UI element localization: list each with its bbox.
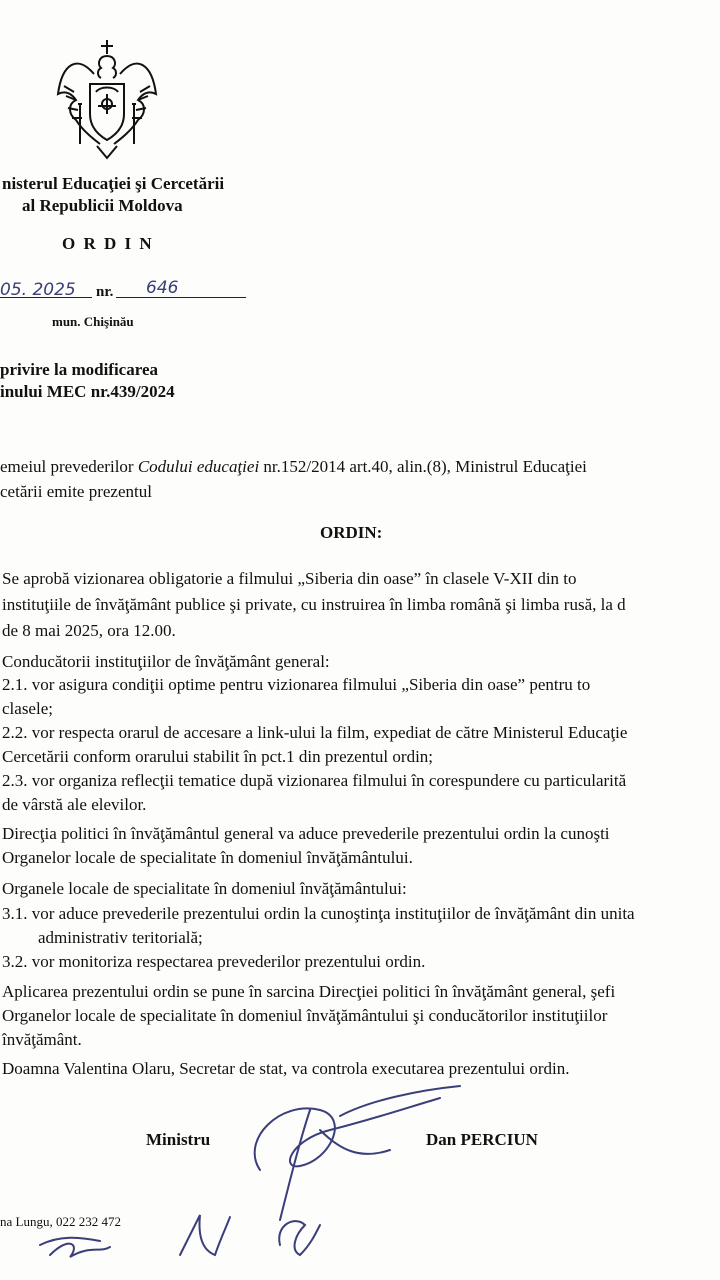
signatory-title: Ministru bbox=[146, 1130, 211, 1149]
preamble-line1 bbox=[0, 455, 720, 479]
item-4-1-line2: administrativ teritorială; bbox=[38, 928, 203, 947]
item-1-line1: Se aprobă vizionarea obligatorie a filmului „Siberia din oase” în clasele V-XII din to bbox=[2, 569, 577, 588]
item-5-line3: învăţământ. bbox=[2, 1030, 82, 1049]
item-2-3-line2: de vârstă ale elevilor. bbox=[2, 795, 147, 814]
subject-line2: inului MEC nr.439/2024 bbox=[0, 382, 175, 401]
date-underline bbox=[0, 297, 92, 298]
item-2-2-line2: Cercetării conform orarului stabilit în pct.1 din prezentul ordin; bbox=[2, 747, 434, 766]
number-handwritten: 646 bbox=[146, 278, 179, 298]
footer-contact: na Lungu, 022 232 472 bbox=[0, 1214, 121, 1229]
preamble-line2: cetării emite prezentul bbox=[0, 482, 152, 501]
order-title: ORDIN: bbox=[320, 523, 383, 542]
item-2-heading: Conducătorii instituţiilor de învăţământ general: bbox=[2, 652, 330, 671]
item-4-1-line1: 3.1. vor aduce prevederile prezentului ordin la cunoştinţa instituţiilor de învăţământ din unita bbox=[2, 904, 635, 923]
initials-handwritten bbox=[20, 1195, 340, 1275]
number-label: nr. bbox=[96, 284, 114, 300]
item-5-line1: Aplicarea prezentului ordin se pune în sarcina Direcţiei politici în învăţământ general, şefi bbox=[2, 982, 616, 1001]
item-4-2-line1: 3.2. vor monitoriza respectarea prevederilor prezentului ordin. bbox=[2, 952, 426, 971]
item-4-heading: Organele locale de specialitate în domeniul învăţământului: bbox=[2, 879, 407, 898]
item-1-line2: instituţiile de învăţământ publice şi private, cu instruirea în limba română şi limba rusă, la d bbox=[2, 595, 626, 614]
item-3-line2: Organelor locale de specialitate în domeniul învăţământului. bbox=[2, 848, 413, 867]
document-type-title: O R D I N bbox=[62, 234, 154, 253]
preamble-code-reference: Codului educaţiei bbox=[137, 457, 260, 476]
item-2-2-line1: 2.2. vor respecta orarul de accesare a link-ului la film, expediat de către Ministerul Educaţie bbox=[2, 723, 628, 742]
ministry-name-line2: al Republicii Moldova bbox=[22, 196, 183, 215]
item-5-line2: Organelor locale de specialitate în domeniul învăţământului şi conducătorilor instituţiilor bbox=[2, 1006, 608, 1025]
preamble-text-a: emeiul prevederilor bbox=[0, 457, 138, 476]
number-underline bbox=[116, 297, 246, 298]
date-handwritten: 05. 2025 bbox=[0, 280, 76, 300]
preamble-text-b: nr.152/2014 art.40, alin.(8), Ministrul Educaţiei bbox=[259, 457, 587, 476]
subject-line1: privire la modificarea bbox=[0, 360, 159, 379]
item-3-line1: Direcţia politici în învăţământul general va aduce prevederile prezentului ordin la cunoşti bbox=[2, 824, 610, 843]
coat-of-arms-emblem bbox=[52, 34, 162, 164]
item-6-line1: Doamna Valentina Olaru, Secretar de stat, va controla executarea prezentului ordin. bbox=[2, 1059, 570, 1078]
item-2-1-line2: clasele; bbox=[2, 699, 53, 718]
ministry-name-line1: nisterul Educaţiei şi Cercetării bbox=[2, 174, 225, 193]
item-2-3-line1: 2.3. vor organiza reflecţii tematice după vizionarea filmului în corespundere cu particularită bbox=[2, 771, 627, 790]
item-2-1-line1: 2.1. vor asigura condiţii optime pentru vizionarea filmului „Siberia din oase” pentru to bbox=[2, 675, 591, 694]
signatory-name: Dan PERCIUN bbox=[426, 1130, 538, 1149]
item-1-line3: de 8 mai 2025, ora 12.00. bbox=[2, 621, 176, 640]
city-label: mun. Chişinău bbox=[52, 314, 134, 329]
